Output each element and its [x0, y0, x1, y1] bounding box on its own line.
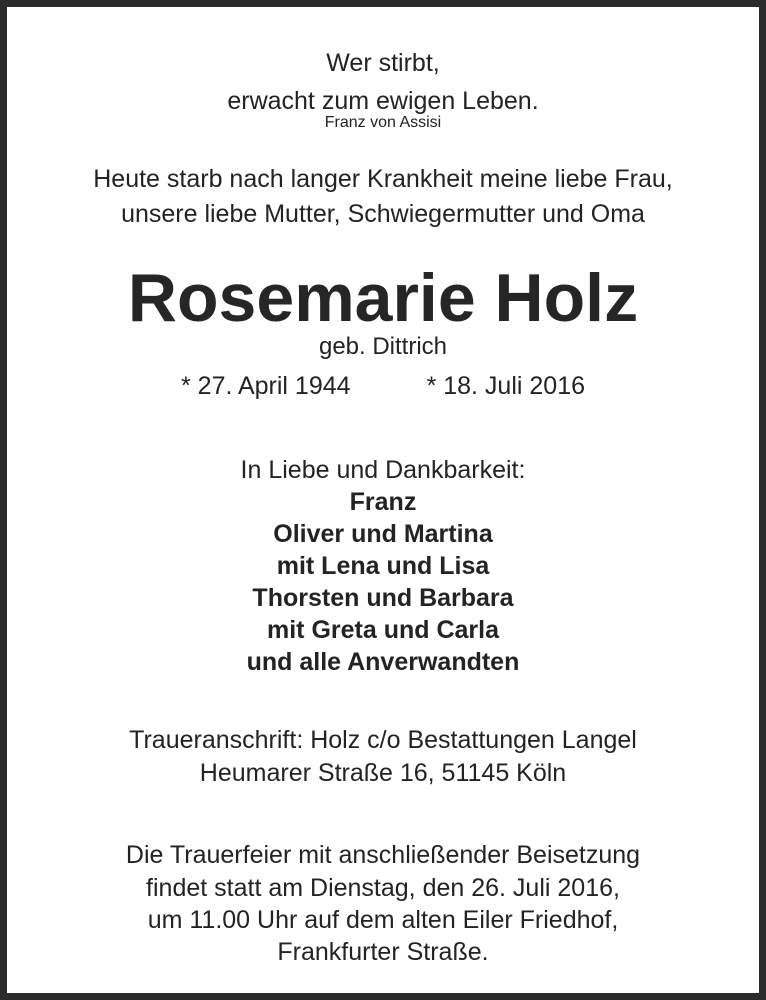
address-line-1: Traueranschrift: Holz c/o Bestattungen Langel: [129, 726, 637, 754]
mourner-name: Franz: [349, 488, 417, 516]
intro-line-2: unsere liebe Mutter, Schwiegermutter und Oma: [121, 200, 645, 228]
mourners-heading: In Liebe und Dankbarkeit:: [240, 456, 526, 484]
birth-date: * 27. April 1944: [180, 372, 351, 400]
mourner-name: Thorsten und Barbara: [252, 584, 514, 612]
quote-line-1: Wer stirbt,: [326, 49, 440, 77]
mourner-name: mit Lena und Lisa: [276, 552, 490, 580]
quote-line-2: erwacht zum ewigen Leben.: [227, 87, 539, 115]
maiden-name: geb. Dittrich: [318, 333, 448, 360]
mourner-name: Oliver und Martina: [273, 520, 493, 548]
service-line-1: Die Trauerfeier mit anschließender Beisetzung: [125, 841, 641, 869]
life-dates: [7, 374, 759, 399]
quote-author: Franz von Assisi: [324, 114, 442, 131]
death-date: * 18. Juli 2016: [426, 372, 586, 400]
intro-line-1: Heute starb nach langer Krankheit meine liebe Frau,: [93, 165, 673, 193]
mourner-name: und alle Anverwandten: [246, 648, 520, 676]
service-line-4: Frankfurter Straße.: [277, 938, 489, 966]
deceased-name: Rosemarie Holz: [127, 260, 639, 336]
service-line-2: findet statt am Dienstag, den 26. Juli 2016,: [146, 874, 620, 902]
service-line-3: um 11.00 Uhr auf dem alten Eiler Friedhof,: [147, 906, 619, 934]
address-line-2: Heumarer Straße 16, 51145 Köln: [199, 759, 567, 787]
mourner-name: mit Greta und Carla: [267, 616, 499, 644]
